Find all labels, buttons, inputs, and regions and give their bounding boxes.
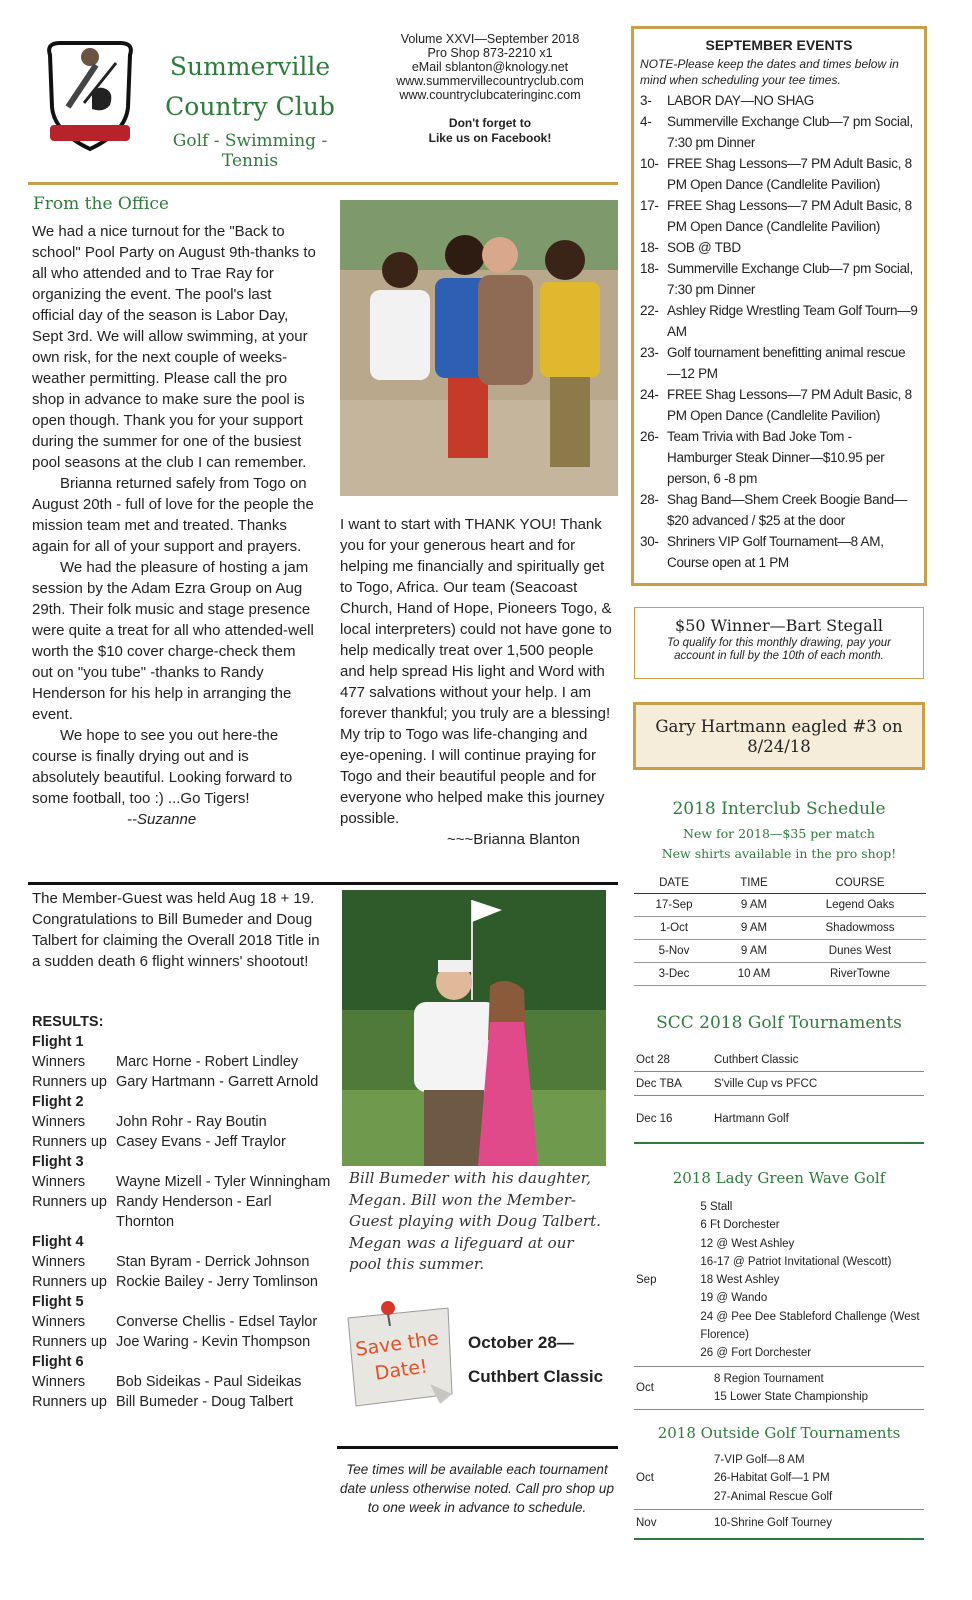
table-cell: 3-Dec [634,962,714,985]
facebook-line1: Don't forget to [448,116,532,130]
list-item: 10-Shrine Golf Tourney [714,1516,833,1529]
club-logo [40,37,140,155]
eagle-line1: Gary Hartmann eagled #3 on [655,717,903,736]
event-text: FREE Shag Lessons—7 PM Adult Basic, 8 PM Open Dance (Candlelite Pavilion) [667,156,912,192]
office-signature: --Suzanne [127,811,197,828]
save-event-date: October 28— [468,1333,574,1352]
eagle-line2: 8/24/18 [747,737,811,756]
winners-label: Winners [32,1114,86,1130]
runners-label: Runners up [32,1194,107,1210]
masthead-website[interactable]: www.summervillecountryclub.com [396,74,584,88]
outside-tournaments-list [634,1448,924,1540]
togo-paragraph: I want to start with THANK YOU! Thank you for your generous heart and for helping me financially and spiritually get to Togo, Africa. Our team (Seacoast Church, Hand of Hope, Pioneers Togo, & local interpreters) could not have gone to help medically treat over 1,500 people and help spread His light and Word with 477 salvations without your help. I am forever thankful; you truly are a blessing! My trip to Togo was life-changing and eye-opening. I will continue praying for Togo and their beautiful people and for everyone who helped make this journey possible. [340,516,612,827]
table-row [634,916,926,939]
interclub-subtitle [634,824,924,864]
event-text: FREE Shag Lessons—7 PM Adult Basic, 8 PM Open Dance (Candlelite Pavilion) [667,198,912,234]
event-text: Ashley Ridge Wrestling Team Golf Tourn—9 AM [667,303,918,339]
winners-label: Winners [32,1374,86,1390]
tournament-name: Cuthbert Classic [714,1053,799,1066]
event-item [640,342,918,384]
winner-box [634,607,924,679]
flight-title: Flight 6 [32,1354,84,1370]
event-item [640,111,918,153]
event-item [640,258,918,300]
table-cell: 10 AM [714,962,794,985]
event-text: SOB @ TBD [667,240,741,255]
save-note-line2: Date! [373,1355,429,1385]
event-date: 18- [640,240,659,255]
club-name-line1: Summerville [169,52,331,81]
flight-title: Flight 3 [32,1154,84,1170]
table-cell: 1-Oct [634,916,714,939]
tournament-date: Oct 28 [636,1053,670,1066]
flight-winners-row [32,1052,332,1072]
winner-title: $50 Winner—Bart Stegall [675,616,883,635]
flight-winners-row [32,1172,332,1192]
event-text: Shag Band—Shem Creek Boogie Band—$20 advanced / $25 at the door [667,492,908,528]
event-date: 22- [640,303,659,318]
event-text: Golf tournament benefitting animal rescue—12 PM [667,345,906,381]
event-text: Summerville Exchange Club—7 pm Social, 7:30 pm Dinner [667,261,913,297]
outside-tournaments-title: 2018 Outside Golf Tournaments [657,1424,901,1442]
winners-label: Winners [32,1314,86,1330]
masthead-email[interactable]: eMail sblanton@knology.net [411,60,569,74]
list-item: 16-17 @ Patriot Invitational (Wescott) [700,1255,892,1268]
event-item [640,531,918,573]
interclub-price: New for 2018—$35 per match [683,826,875,841]
togo-photo [340,200,618,496]
facebook-line2: Like us on Facebook! [428,131,552,145]
list-item: 19 @ Wando [700,1292,768,1305]
office-paragraph-2: Brianna returned safely from Togo on August 20th - full of love for the people the mission team met and treated. Thanks again for all of your support and prayers. [32,475,314,555]
flight-winners: Wayne Mizell - Tyler Winningham [116,1174,331,1190]
list-item: 5 Stall [700,1201,733,1213]
event-date: 28- [640,492,659,507]
interclub-table [634,874,926,986]
flight-winners: Bob Sideikas - Paul Sideikas [116,1374,302,1390]
tournament-date: Dec TBA [636,1077,682,1090]
event-text: Summerville Exchange Club—7 pm Social, 7:30 pm Dinner [667,114,913,150]
table-cell: Shadowmoss [794,916,926,939]
table-row [634,939,926,962]
flight-runners-row [32,1272,332,1292]
september-events-note: NOTE-Please keep the dates and times below in mind when scheduling your tee times. [640,57,899,87]
flight-winners-row [32,1112,332,1132]
table-cell: Dunes West [794,939,926,962]
event-date: 3- [640,93,652,108]
flight-winners: John Rohr - Ray Boutin [116,1114,267,1130]
masthead [370,32,610,146]
masthead-catering-website[interactable]: www.countryclubcateringinc.com [399,88,581,102]
flight-title: Flight 1 [32,1034,84,1050]
event-item [640,90,918,111]
month-group [634,1195,924,1367]
event-item [640,300,918,342]
header-divider [28,182,618,185]
flight-winners-row [32,1312,332,1332]
togo-article [340,514,618,850]
column-header: COURSE [794,874,926,893]
event-date: 24- [640,387,659,402]
list-item: 27-Animal Rescue Golf [714,1490,833,1503]
table-cell: 9 AM [714,939,794,962]
flight-winners: Marc Horne - Robert Lindley [116,1054,299,1070]
event-item [640,195,918,237]
flight-runners-row [32,1392,332,1412]
column-header: TIME [714,874,794,893]
flight-runners: Randy Henderson - Earl Thornton [116,1194,272,1230]
togo-signature: ~~~Brianna Blanton [446,831,580,848]
member-guest-caption: Bill Bumeder with his daughter, Megan. Bill won the Member-Guest playing with Doug Talbert. Megan was a lifeguard at our pool this summer. [349,1169,601,1273]
event-date: 26- [640,429,659,444]
flight-title: Flight 2 [32,1094,84,1110]
eagle-announcement [633,702,925,770]
table-cell: 9 AM [714,893,794,916]
table-cell: 5-Nov [634,939,714,962]
september-events-title: SEPTEMBER EVENTS [705,37,853,53]
table-cell: RiverTowne [794,962,926,985]
runners-label: Runners up [32,1334,107,1350]
event-item [640,384,918,426]
list-item: 8 Region Tournament [714,1372,824,1385]
flight-runners: Bill Bumeder - Doug Talbert [116,1394,294,1410]
masthead-phone: Pro Shop 873-2210 x1 [427,46,553,60]
member-guest-intro: The Member-Guest was held Aug 18 + 19. Congratulations to Bill Bumeder and Doug Talbert for claiming the Overall 2018 Title in a sudden death 6 flight winners' shootout! [32,890,320,970]
list-item: 26 @ Fort Dorchester [700,1347,812,1360]
winners-label: Winners [32,1054,86,1070]
event-date: 30- [640,534,659,549]
save-the-date-note [336,1298,458,1412]
event-text: Shriners VIP Golf Tournament—8 AM, Course open at 1 PM [667,534,884,570]
results-list [32,1012,332,1412]
runners-label: Runners up [32,1274,107,1290]
month-group [634,1510,924,1540]
table-cell: 17-Sep [634,893,714,916]
office-title: From the Office [33,194,169,214]
event-item [640,489,918,531]
lady-green-wave-list [634,1195,924,1410]
list-item: 7-VIP Golf—8 AM [714,1454,805,1466]
month-label: Oct [636,1472,654,1485]
office-article [32,221,317,830]
runners-label: Runners up [32,1074,107,1090]
flight-runners: Joe Waring - Kevin Thompson [116,1334,311,1350]
list-item: 24 @ Pee Dee Stableford Challenge (West Florence) [700,1310,920,1342]
list-item: 26-Habitat Golf—1 PM [714,1472,830,1485]
flight-winners: Converse Chellis - Edsel Taylor [116,1314,318,1330]
save-the-date-event [468,1326,603,1394]
flight-runners-row [32,1072,332,1092]
flight-winners-row [32,1252,332,1272]
table-cell: Legend Oaks [794,893,926,916]
runners-label: Runners up [32,1134,107,1150]
interclub-title: 2018 Interclub Schedule [672,799,886,819]
scc-tournaments-list [634,1048,924,1144]
flight-runners-row [32,1332,332,1352]
office-paragraph-1: We had a nice turnout for the "Back to school" Pool Party on August 9th-thanks to all who attended and to Trae Ray for organizing the event. The pool's last official day of the season is Labor Day, Sept 3rd. We will allow swimming, at your own risk, for the next couple of weeks-weather permitting. Please call the pro shop in advance to make sure the pool is open though. Thank you for your support during the summer for one of the busiest pool seasons at the club I can remember. [32,223,316,471]
tournament-name: Hartmann Golf [714,1113,789,1125]
section-divider [28,882,618,885]
list-item [634,1072,924,1096]
list-item: 12 @ West Ashley [700,1237,795,1250]
tee-time-note: Tee times will be available each tournament date unless otherwise noted. Call pro shop up to one week in advance to schedule. [340,1462,614,1515]
winners-label: Winners [32,1174,86,1190]
tournament-date: Dec 16 [636,1113,673,1125]
office-paragraph-4: We hope to see you out here-the course is finally drying out and is absolutely beautiful. Looking forward to some football, too :) ...Go Tigers! [32,727,293,807]
office-paragraph-3: We had the pleasure of hosting a jam session by the Adam Ezra Group on Aug 29th. Their folk music and stage presence were quite a treat for all who attended-well worth the $10 cover charge-check them out on "you tube" -thanks to Randy Henderson for his help in arranging the event. [32,559,314,723]
lady-green-wave-title: 2018 Lady Green Wave Golf [672,1169,886,1187]
table-cell: 9 AM [714,916,794,939]
save-event-name: Cuthbert Classic [468,1367,604,1386]
flight-winners-row [32,1372,332,1392]
column-header: DATE [634,874,714,893]
table-header-row [634,874,926,893]
runners-label: Runners up [32,1394,107,1410]
event-date: 18- [640,261,659,276]
flight-runners: Casey Evans - Jeff Traylor [116,1134,286,1150]
month-group [634,1367,924,1411]
club-name-line2: Country Club [165,92,335,121]
event-date: 10- [640,156,659,171]
month-label: Nov [636,1517,657,1530]
list-item [634,1096,924,1144]
flight-runners-row [32,1192,332,1232]
list-item: 18 West Ashley [700,1274,780,1287]
winners-label: Winners [32,1254,86,1270]
table-row [634,962,926,985]
flight-title: Flight 4 [32,1234,84,1250]
list-item [634,1048,924,1072]
event-item [640,237,918,258]
member-guest-photo [342,890,606,1166]
event-date: 4- [640,114,652,129]
event-item [640,153,918,195]
month-label: Sep [636,1274,657,1287]
flight-title: Flight 5 [32,1294,84,1310]
section-divider [337,1446,618,1449]
event-text: LABOR DAY—NO SHAG [667,93,814,108]
month-label: Oct [636,1381,654,1394]
flight-runners: Gary Hartmann - Garrett Arnold [116,1074,319,1090]
interclub-shirts: New shirts available in the pro shop! [661,846,897,861]
event-date: 23- [640,345,659,360]
list-item: 6 Ft Dorchester [700,1219,780,1232]
scc-tournaments-title: SCC 2018 Golf Tournaments [656,1013,902,1033]
save-note-line1: Save the [354,1327,441,1361]
event-text: Team Trivia with Bad Joke Tom - Hamburger Steak Dinner—$10.95 per person, 6 -8 pm [667,429,885,486]
event-date: 17- [640,198,659,213]
event-item [640,426,918,489]
club-tagline: Golf - Swimming - Tennis [172,131,328,171]
masthead-volume: Volume XXVI—September 2018 [400,32,580,46]
flight-winners: Stan Byram - Derrick Johnson [116,1254,310,1270]
results-title: RESULTS: [32,1014,104,1030]
flight-runners: Rockie Bailey - Jerry Tomlinson [116,1274,318,1290]
september-events-box [631,26,927,586]
table-row [634,893,926,916]
flight-runners-row [32,1132,332,1152]
event-text: FREE Shag Lessons—7 PM Adult Basic, 8 PM Open Dance (Candlelite Pavilion) [667,387,912,423]
list-item: 15 Lower State Championship [714,1390,869,1403]
tournament-name: S'ville Cup vs PFCC [714,1077,818,1090]
winner-note: To qualify for this monthly drawing, pay your account in full by the 10th of each month. [667,637,891,662]
facebook-reminder [370,116,610,146]
month-group [634,1448,924,1510]
